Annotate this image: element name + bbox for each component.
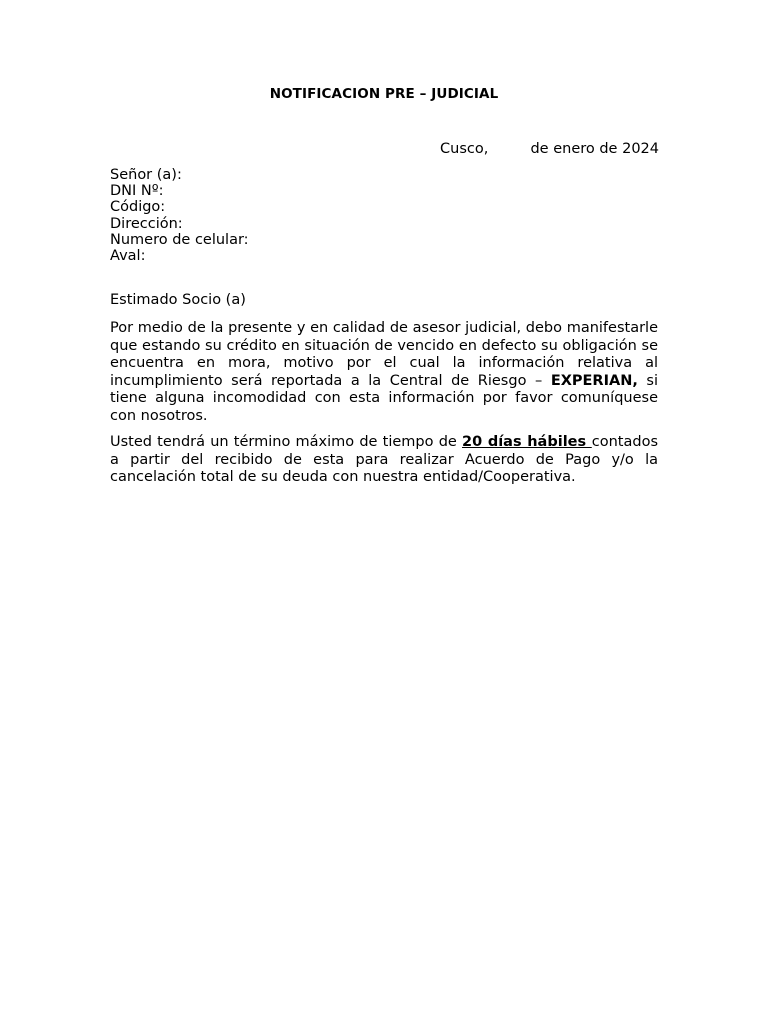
recipient-address-label: Dirección:: [110, 215, 183, 232]
recipient-name-label: Señor (a):: [110, 167, 182, 183]
date-text: de enero de 2024: [530, 141, 659, 157]
paragraph-1-text: Por medio de la presente y en calidad de asesor judicial, debo manifestarle que estando su crédito en situación de vencido en defecto su obligación se encuentra en mora, motivo por el cual la información relativa al incumplimiento será reportada a la Central de Riesgo –: [110, 320, 658, 389]
date-line: [440, 140, 659, 158]
recipient-guarantor-label: Aval:: [110, 248, 146, 265]
recipient-phone-label: Numero de celular:: [110, 231, 249, 248]
body-paragraph-1: [110, 320, 658, 426]
recipient-dni-label: DNI Nº:: [110, 183, 164, 200]
paragraph-1-text-end: si tiene alguna incomodidad con esta información por favor comuníquese con nosotros.: [110, 372, 658, 424]
body-paragraph-2: [110, 434, 658, 487]
credit-bureau-name: EXPERIAN,: [550, 372, 638, 389]
paragraph-2-text-end: contados a partir del recibido de esta para realizar Acuerdo de Pago y/o la cancelación total de su deuda con nuestra entidad/Cooperativa.: [110, 434, 658, 486]
recipient-block: [110, 167, 249, 264]
paragraph-2-text: Usted tendrá un término máximo de tiempo de: [110, 434, 463, 450]
deadline-days: 20 días hábiles: [462, 434, 592, 450]
date-city: Cusco,: [440, 141, 489, 157]
recipient-code-label: Código:: [110, 199, 166, 216]
greeting: Estimado Socio (a): [110, 292, 246, 308]
document-title: NOTIFICACION PRE – JUDICIAL: [269, 86, 499, 102]
